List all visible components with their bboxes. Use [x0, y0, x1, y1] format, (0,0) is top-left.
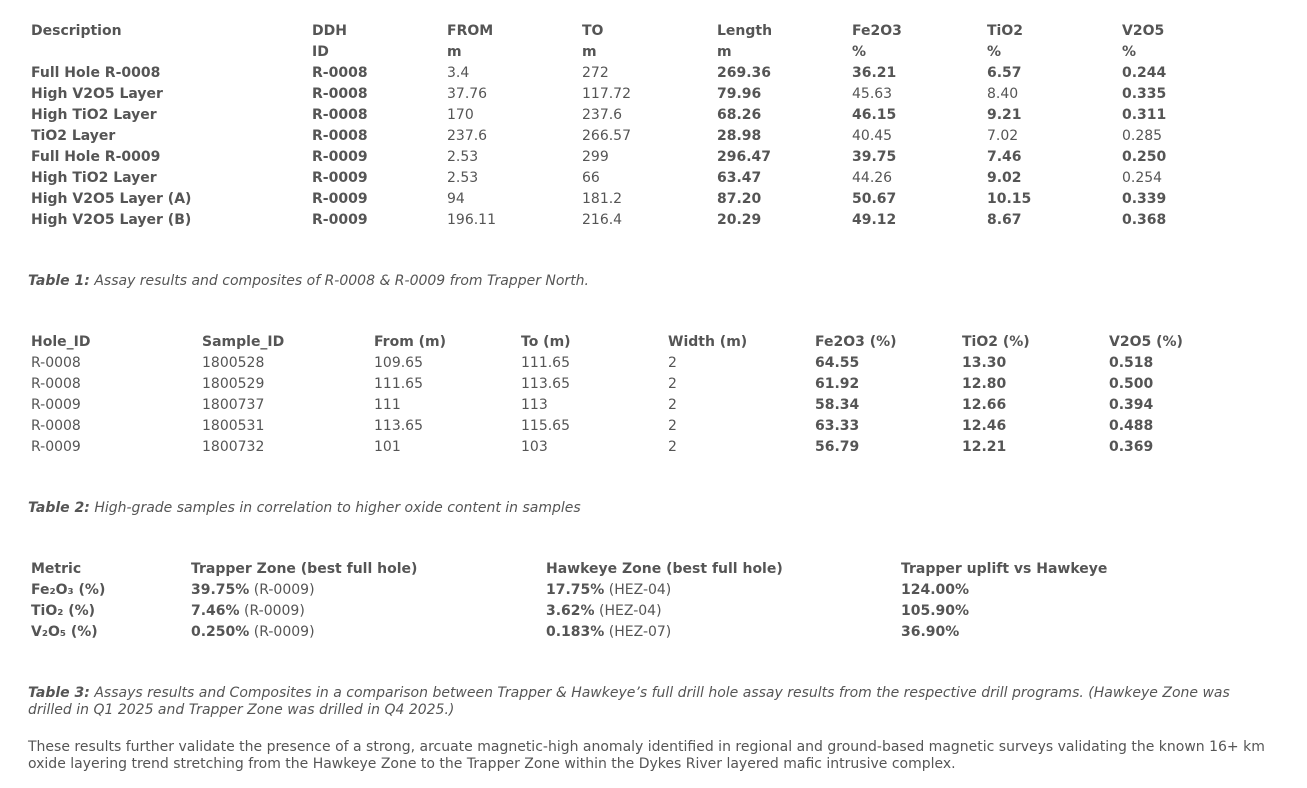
caption-text: High-grade samples in correlation to higher oxide content in samples — [89, 500, 581, 516]
table-cell: 111.65 — [521, 355, 570, 371]
column-header: Hole_ID — [31, 334, 91, 350]
table-cell: 216.4 — [582, 212, 623, 228]
table-cell: R-0009 — [312, 212, 368, 228]
table-header-row — [31, 21, 1257, 42]
trapper-value: 39.75% — [191, 582, 250, 598]
table-cell: 7.02 — [987, 128, 1019, 144]
table-header-row — [31, 559, 1256, 580]
hawkeye-cell — [546, 580, 901, 601]
table-cell: 12.66 — [962, 397, 1007, 413]
table-cell: 181.2 — [582, 191, 623, 207]
table-cell: 36.21 — [852, 65, 897, 81]
assay-table-1 — [31, 21, 1257, 231]
column-header: Fe2O3 — [852, 23, 902, 39]
table-cell: R-0008 — [31, 355, 81, 371]
uplift-cell: 124.00% — [901, 582, 970, 598]
column-header: m — [717, 44, 732, 60]
table-row — [31, 189, 1257, 210]
table-2-caption — [28, 500, 581, 517]
table-cell: High TiO2 Layer — [31, 107, 157, 123]
table-cell: 0.250 — [1122, 149, 1167, 165]
table-cell: High V2O5 Layer (A) — [31, 191, 192, 207]
table-cell: R-0009 — [31, 397, 81, 413]
table-cell: R-0009 — [31, 439, 81, 455]
table-cell: 46.15 — [852, 107, 897, 123]
table-cell: 296.47 — [717, 149, 772, 165]
table-cell: 111.65 — [374, 376, 423, 392]
table-row — [31, 374, 1256, 395]
column-header: % — [987, 44, 1002, 60]
table-cell: 0.500 — [1109, 376, 1154, 392]
table-cell: 45.63 — [852, 86, 893, 102]
table-cell: 113.65 — [521, 376, 570, 392]
table-cell: 237.6 — [582, 107, 623, 123]
column-header: Width (m) — [668, 334, 748, 350]
table-row — [31, 63, 1257, 84]
table-cell: 111 — [374, 397, 401, 413]
table-cell: 49.12 — [852, 212, 897, 228]
table-row — [31, 126, 1257, 147]
column-header: Fe2O3 (%) — [815, 334, 897, 350]
table-cell: 0.488 — [1109, 418, 1154, 434]
table-cell: TiO2 Layer — [31, 128, 116, 144]
table-cell: 237.6 — [447, 128, 488, 144]
table-cell: 1800531 — [202, 418, 265, 434]
table-cell: 269.36 — [717, 65, 772, 81]
column-header — [31, 42, 312, 63]
caption-text: Assays results and Composites in a comparison between Trapper & Hawkeye’s full drill hole assay results from the respective drill programs. (Hawkeye Zone was drilled in Q1 2025 and Trapper Zone was drilled in Q4 2025.) — [28, 685, 1230, 718]
table-cell: 0.368 — [1122, 212, 1167, 228]
table-cell: 94 — [447, 191, 465, 207]
table-cell: 79.96 — [717, 86, 762, 102]
table-header-row — [31, 332, 1256, 353]
table-cell: 37.76 — [447, 86, 488, 102]
metric-cell: TiO₂ (%) — [31, 603, 96, 619]
table-cell: 61.92 — [815, 376, 860, 392]
metric-cell: Fe₂O₃ (%) — [31, 582, 106, 598]
table-cell: R-0009 — [312, 170, 368, 186]
table-cell: 0.518 — [1109, 355, 1154, 371]
table-cell: 115.65 — [521, 418, 570, 434]
table-cell: 20.29 — [717, 212, 762, 228]
table-cell: High V2O5 Layer — [31, 86, 163, 102]
table-cell: 13.30 — [962, 355, 1007, 371]
table-cell: 0.369 — [1109, 439, 1154, 455]
hawkeye-hole: (HEZ-04) — [604, 582, 672, 598]
table-cell: 39.75 — [852, 149, 897, 165]
table-cell: 0.285 — [1122, 128, 1163, 144]
table-cell: 2 — [668, 397, 677, 413]
table-cell: 109.65 — [374, 355, 423, 371]
hawkeye-value: 17.75% — [546, 582, 605, 598]
table-cell: 272 — [582, 65, 609, 81]
trapper-hole: (R-0009) — [249, 624, 315, 640]
table-cell: 3.4 — [447, 65, 470, 81]
table-3-caption — [28, 685, 1268, 719]
table-cell: 0.335 — [1122, 86, 1167, 102]
hawkeye-cell — [546, 622, 901, 643]
table-cell: 103 — [521, 439, 548, 455]
column-header: Metric — [31, 561, 82, 577]
table-cell: R-0009 — [312, 191, 368, 207]
table-cell: 1800529 — [202, 376, 265, 392]
trapper-hole: (R-0009) — [239, 603, 305, 619]
table-1-caption — [28, 273, 589, 290]
column-header: Description — [31, 23, 122, 39]
table-cell: 2 — [668, 418, 677, 434]
hawkeye-value: 3.62% — [546, 603, 595, 619]
hawkeye-cell — [546, 601, 901, 622]
table-cell: 12.80 — [962, 376, 1007, 392]
table-cell: R-0009 — [312, 149, 368, 165]
table-row — [31, 168, 1257, 189]
table-cell: 2 — [668, 439, 677, 455]
table-cell: 50.67 — [852, 191, 897, 207]
table-cell: 1800732 — [202, 439, 265, 455]
column-header: TO — [582, 23, 604, 39]
hawkeye-value: 0.183% — [546, 624, 605, 640]
table-cell: Full Hole R-0009 — [31, 149, 161, 165]
column-header: V2O5 (%) — [1109, 334, 1183, 350]
table-cell: 117.72 — [582, 86, 631, 102]
table-cell: 0.394 — [1109, 397, 1154, 413]
table-cell: 6.57 — [987, 65, 1022, 81]
table-row — [31, 210, 1257, 231]
table-row — [31, 105, 1257, 126]
table-cell: 68.26 — [717, 107, 762, 123]
table-cell: 8.67 — [987, 212, 1022, 228]
caption-label: Table 3: — [28, 685, 90, 701]
table-cell: R-0008 — [31, 418, 81, 434]
column-header: % — [852, 44, 867, 60]
table-cell: 56.79 — [815, 439, 860, 455]
column-header: Hawkeye Zone (best full hole) — [546, 561, 783, 577]
hawkeye-hole: (HEZ-07) — [604, 624, 672, 640]
table-row — [31, 395, 1256, 416]
table-cell: 2.53 — [447, 170, 479, 186]
table-row — [31, 580, 1256, 601]
column-header: % — [1122, 44, 1137, 60]
hawkeye-hole: (HEZ-04) — [594, 603, 662, 619]
table-cell: High TiO2 Layer — [31, 170, 157, 186]
table-cell: 113 — [521, 397, 548, 413]
column-header: m — [447, 44, 462, 60]
table-cell: 0.339 — [1122, 191, 1167, 207]
table-cell: 9.02 — [987, 170, 1022, 186]
table-cell: R-0008 — [31, 376, 81, 392]
table-cell: 40.45 — [852, 128, 893, 144]
table-cell: 63.33 — [815, 418, 860, 434]
zone-comparison-table — [31, 559, 1256, 643]
table-cell: 196.11 — [447, 212, 496, 228]
table-cell: 12.21 — [962, 439, 1007, 455]
table-cell: 170 — [447, 107, 474, 123]
table-cell: Full Hole R-0008 — [31, 65, 161, 81]
column-header: Length — [717, 23, 773, 39]
table-cell: 64.55 — [815, 355, 860, 371]
table-cell: 113.65 — [374, 418, 423, 434]
column-header: Sample_ID — [202, 334, 285, 350]
high-grade-samples-table — [31, 332, 1256, 458]
caption-label: Table 1: — [28, 273, 90, 289]
column-header: Trapper uplift vs Hawkeye — [901, 561, 1108, 577]
trapper-cell — [191, 622, 546, 643]
column-header: ID — [312, 44, 329, 60]
table-cell: 2 — [668, 376, 677, 392]
table-cell: 28.98 — [717, 128, 762, 144]
column-header: From (m) — [374, 334, 447, 350]
metric-cell: V₂O₅ (%) — [31, 624, 98, 640]
table-row — [31, 437, 1256, 458]
table-cell: R-0008 — [312, 128, 368, 144]
table-cell: 12.46 — [962, 418, 1007, 434]
column-header: TiO2 — [987, 23, 1023, 39]
table-cell: R-0008 — [312, 65, 368, 81]
table-cell: R-0008 — [312, 107, 368, 123]
table-cell: 66 — [582, 170, 600, 186]
trapper-hole: (R-0009) — [249, 582, 315, 598]
table-cell: 299 — [582, 149, 609, 165]
uplift-cell: 36.90% — [901, 624, 960, 640]
body-paragraph: These results further validate the presence of a strong, arcuate magnetic-high anomaly identified in regional and ground-based magnetic surveys validating the known 16+ km oxide layering trend stretching from the Hawkeye Zone to the Trapper Zone within the Dykes River layered mafic intrusive complex. — [28, 739, 1265, 772]
column-header: Trapper Zone (best full hole) — [191, 561, 418, 577]
trapper-cell — [191, 601, 546, 622]
table-cell: 0.244 — [1122, 65, 1167, 81]
column-header: DDH — [312, 23, 347, 39]
table-cell: 1800528 — [202, 355, 265, 371]
table-cell: 2.53 — [447, 149, 479, 165]
table-cell: 8.40 — [987, 86, 1019, 102]
table-header-row — [31, 42, 1257, 63]
table-row — [31, 622, 1256, 643]
table-cell: 7.46 — [987, 149, 1022, 165]
trapper-value: 7.46% — [191, 603, 240, 619]
table-cell: 101 — [374, 439, 401, 455]
uplift-cell: 105.90% — [901, 603, 970, 619]
table-cell: 266.57 — [582, 128, 631, 144]
table-cell: 1800737 — [202, 397, 265, 413]
table-cell: 10.15 — [987, 191, 1032, 207]
table-cell: R-0008 — [312, 86, 368, 102]
column-header: To (m) — [521, 334, 571, 350]
table-cell: 63.47 — [717, 170, 762, 186]
trapper-value: 0.250% — [191, 624, 250, 640]
column-header: FROM — [447, 23, 494, 39]
table-cell: High V2O5 Layer (B) — [31, 212, 192, 228]
table-row — [31, 84, 1257, 105]
table-row — [31, 601, 1256, 622]
table-cell: 9.21 — [987, 107, 1022, 123]
trapper-cell — [191, 580, 546, 601]
column-header: TiO2 (%) — [962, 334, 1030, 350]
column-header: m — [582, 44, 597, 60]
table-cell: 0.254 — [1122, 170, 1163, 186]
caption-text: Assay results and composites of R-0008 & R-0009 from Trapper North. — [89, 273, 590, 289]
column-header: V2O5 — [1122, 23, 1165, 39]
table-row — [31, 353, 1256, 374]
table-row — [31, 147, 1257, 168]
caption-label: Table 2: — [28, 500, 90, 516]
table-cell: 2 — [668, 355, 677, 371]
table-cell: 44.26 — [852, 170, 893, 186]
table-row — [31, 416, 1256, 437]
table-cell: 87.20 — [717, 191, 762, 207]
table-cell: 58.34 — [815, 397, 860, 413]
table-cell: 0.311 — [1122, 107, 1167, 123]
